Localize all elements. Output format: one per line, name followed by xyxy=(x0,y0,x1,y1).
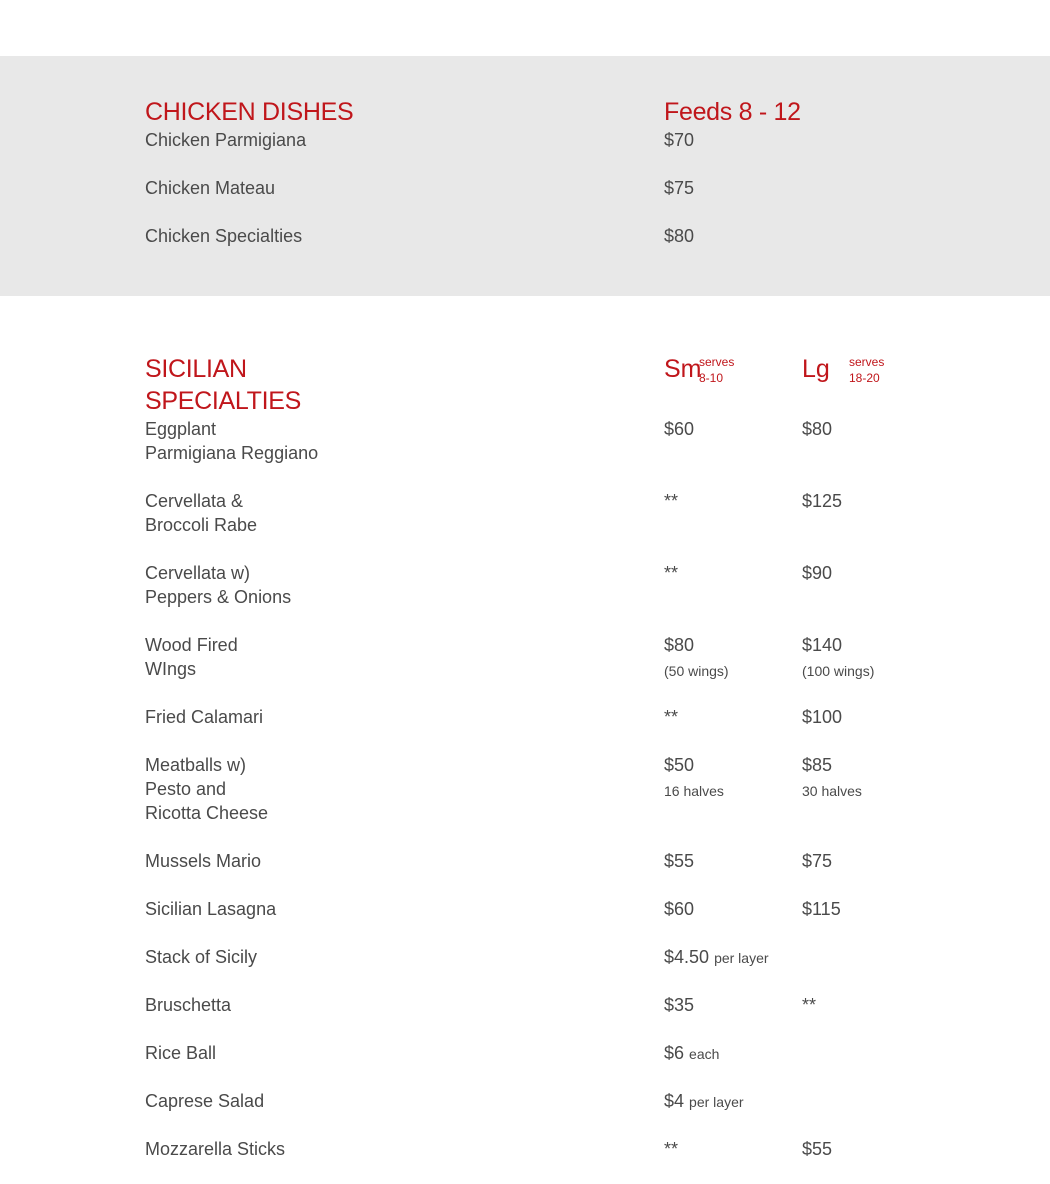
sicilian-title-line2: SPECIALTIES xyxy=(145,387,302,415)
menu-item-name: Chicken Specialties xyxy=(145,226,303,246)
menu-item-name: Fried Calamari xyxy=(145,707,264,727)
small-size-label: Sm xyxy=(664,355,702,383)
menu-item-name: Bruschetta xyxy=(145,995,232,1015)
menu-item-name: Mussels Mario xyxy=(145,851,262,871)
large-price: $80 xyxy=(802,419,833,439)
menu-item-name: Meatballs w) xyxy=(145,755,247,775)
large-price: $100 xyxy=(802,707,843,727)
small-price: ** xyxy=(664,491,679,511)
large-price-note: (100 wings) xyxy=(802,663,875,679)
price-with-unit xyxy=(664,1041,719,1066)
large-price: $125 xyxy=(802,491,843,511)
menu-item-name-cont: Peppers & Onions xyxy=(145,587,292,607)
small-price-note: (50 wings) xyxy=(664,663,729,679)
large-price: $75 xyxy=(802,851,833,871)
chicken-title: CHICKEN DISHES xyxy=(145,98,354,126)
menu-item-name-cont: Pesto and xyxy=(145,779,227,799)
small-price: $4 xyxy=(664,1091,685,1111)
small-price: ** xyxy=(664,1139,679,1159)
menu-item-name: Cervellata & xyxy=(145,491,244,511)
menu-item-name: Chicken Mateau xyxy=(145,178,276,198)
small-price-note: 16 halves xyxy=(664,783,724,799)
menu-item-name-cont: Ricotta Cheese xyxy=(145,803,269,823)
small-price: $80 xyxy=(664,635,695,655)
small-price: $60 xyxy=(664,419,695,439)
small-price: $4.50 xyxy=(664,947,710,967)
menu-item-name-cont: Parmigiana Reggiano xyxy=(145,443,319,463)
sicilian-title-line1: SICILIAN xyxy=(145,355,247,383)
large-price: $90 xyxy=(802,563,833,583)
small-serves-count: 8-10 xyxy=(699,371,724,385)
small-serves-label: serves xyxy=(699,355,735,369)
small-price: $55 xyxy=(664,851,695,871)
price-with-unit xyxy=(664,945,769,970)
large-size-label: Lg xyxy=(802,355,830,383)
small-price: ** xyxy=(664,563,679,583)
menu-item-name: Stack of Sicily xyxy=(145,947,258,967)
large-serves-label: serves xyxy=(849,355,885,369)
menu-item-price: $70 xyxy=(664,130,695,150)
chicken-feeds-label: Feeds 8 - 12 xyxy=(664,98,801,126)
large-price: $55 xyxy=(802,1139,833,1159)
large-price-note: 30 halves xyxy=(802,783,862,799)
price-with-unit xyxy=(664,1089,744,1114)
large-price: $140 xyxy=(802,635,843,655)
menu-item-name: Wood Fired xyxy=(145,635,238,655)
menu-item-name: Chicken Parmigiana xyxy=(145,130,307,150)
menu-item-name: Cervellata w) xyxy=(145,563,251,583)
small-price: $35 xyxy=(664,995,695,1015)
large-serves-count: 18-20 xyxy=(849,371,880,385)
price-unit: per layer xyxy=(714,950,769,966)
large-price: $115 xyxy=(802,899,841,919)
menu-item-price: $80 xyxy=(664,226,695,246)
menu-item-name-cont: WIngs xyxy=(145,659,197,679)
small-price: $6 xyxy=(664,1043,685,1063)
small-price: ** xyxy=(664,707,679,727)
small-price: $60 xyxy=(664,899,695,919)
small-price: $50 xyxy=(664,755,695,775)
menu-item-name: Caprese Salad xyxy=(145,1091,265,1111)
large-price: $85 xyxy=(802,755,833,775)
price-unit: per layer xyxy=(689,1094,744,1110)
large-price: ** xyxy=(802,995,817,1015)
menu-item-name: Mozzarella Sticks xyxy=(145,1139,286,1159)
price-unit: each xyxy=(689,1046,720,1062)
menu-item-name: Rice Ball xyxy=(145,1043,217,1063)
menu-item-name: Eggplant xyxy=(145,419,217,439)
menu-item-name-cont: Broccoli Rabe xyxy=(145,515,258,535)
menu-item-price: $75 xyxy=(664,178,695,198)
menu-item-name: Sicilian Lasagna xyxy=(145,899,277,919)
